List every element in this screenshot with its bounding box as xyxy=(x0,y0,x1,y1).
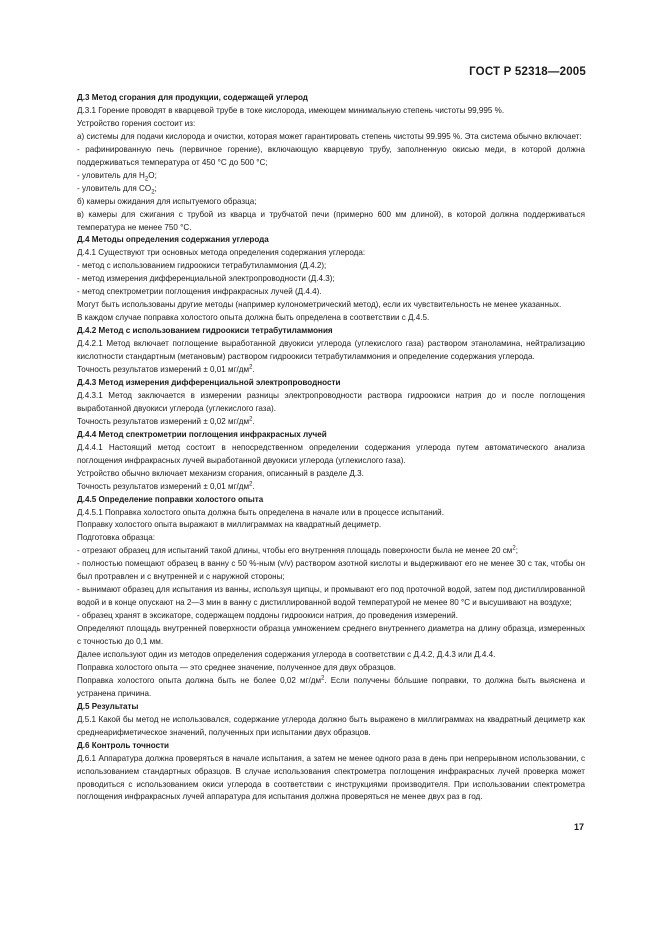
paragraph: Д.6.1 Аппаратура должна проверяться в начале испытания, а затем не менее одного раза в день при непрерывном использовании, с использованием стандартных образцов. В случае использования спектрометра поглощения инфракрасных лучей проверка может проводиться с использованием окиси углерода в соответствии с инструкциями производителя. При использовании спектрометра поглощения инфракрасных лучей аппаратура для испытания должна проверяться не менее двух раз в год. xyxy=(77,753,585,802)
standard-header: ГОСТ Р 52318—2005 xyxy=(469,66,586,78)
section-heading-d5: Д.5 Результаты xyxy=(77,701,139,711)
paragraph: в) камеры для сжигания с трубой из кварца и трубчатой печи (примерно 600 мм длиной), в которой должна поддерживаться температура не менее 750 °C. xyxy=(77,209,585,232)
list-item: - вынимают образец для испытания из ванны, используя щипцы, и промывают его под проточной водой, затем под дистиллированной водой и в конце опускают на 2—3 мин в ванну с дистиллированной водой температурой не менее 80 °C и высушивают на воздухе; xyxy=(77,585,585,608)
list-item: - метод спектрометрии поглощения инфракрасных лучей (Д.4.4). xyxy=(77,287,322,297)
section-heading-d42: Д.4.2 Метод с использованием гидроокиси тетрабутиламмония xyxy=(77,326,333,336)
paragraph: Д.4.2.1 Метод включает поглощение выработанной двуокиси углерода (углекислого газа) раствором этаноламина, нейтрализацию кислотности стандартным (метановым) раствором гидроокиси тетрабутиламмония и определение содержания углерода. xyxy=(77,339,585,362)
paragraph: Далее используют один из методов определения содержания углерода в соответствии с Д.4.2, Д.4.3 или Д.4.4. xyxy=(77,649,496,659)
paragraph: Д.4.4.1 Настоящий метод состоит в непосредственном определении содержания углерода путем автоматического анализа поглощения инфракрасных лучей выработанной двуокиси углерода (углекислого газа). xyxy=(77,442,585,465)
page-number: 17 xyxy=(573,822,584,832)
paragraph: Д.4.1 Существуют три основных метода определения содержания углерода: xyxy=(77,248,366,258)
paragraph: Устройство горения состоит из: xyxy=(77,118,196,128)
paragraph: Устройство обычно включает механизм сгорания, описанный в разделе Д.3. xyxy=(77,468,364,478)
list-item: - полностью помещают образец в ванну с 50 %-ным (v/v) раствором азотной кислоты и выдерживают его не менее 30 с так, чтобы он был протравлен и с внутренней и с наружной стороны; xyxy=(77,559,585,582)
paragraph: Поправку холостого опыта выражают в миллиграммах на квадратный дециметр. xyxy=(77,520,382,530)
paragraph: Поправка холостого опыта — это среднее значение, полученное для двух образцов. xyxy=(77,662,397,672)
list-item: - метод с использованием гидроокиси тетрабутиламмония (Д.4.2); xyxy=(77,261,327,271)
section-heading-d45: Д.4.5 Определение поправки холостого опыта xyxy=(77,494,264,504)
section-heading-d44: Д.4.4 Метод спектрометрии поглощения инфракрасных лучей xyxy=(77,429,327,439)
paragraph: Поправка холостого опыта должна быть не более 0,02 $мг/дм^2$. Если получены бо́льшие поправки, то должна быть выяснена и устранена причина. xyxy=(77,675,586,698)
section-heading-d4: Д.4 Методы определения содержания углерода xyxy=(77,235,269,245)
paragraph: Могут быть использованы другие методы (например кулонометрический метод), если их чувствительность не менее указанных. xyxy=(77,300,562,310)
paragraph: Подготовка образца: xyxy=(77,533,155,543)
paragraph: Точность результатов измерений ± 0,01 $мг/дм^2$. xyxy=(77,364,255,375)
paragraph: Определяют площадь внутренней поверхности образца умножением среднего внутреннего диаметра на длину образца, измеренных с точностью до 0,1 мм. xyxy=(77,624,585,647)
list-item: - уловитель для $H_2O$; xyxy=(77,170,157,183)
list-item: - метод измерения дифференциальной электропроводности (Д.4.3); xyxy=(77,274,335,284)
paragraph: Д.4.5.1 Поправка холостого опыта должна быть определена в начале или в процессе испытаний. xyxy=(77,507,444,517)
paragraph: Д.4.3.1 Метод заключается в измерении разницы электропроводности раствора гидроокиси натрия до и после поглощения выработанной двуокиси углерода (углекислого газа). xyxy=(77,390,585,413)
list-item: - образец хранят в эксикаторе, содержащем поддоны гидроокиси натрия, до проведения измерений. xyxy=(77,611,458,621)
paragraph: - рафинированную печь (первичное горение), включающую кварцевую трубу, заполненную окисью меди, в которой должна поддерживаться температура от 450 °C до 500 °C; xyxy=(77,144,585,167)
paragraph: Д.5.1 Какой бы метод не использовался, содержание углерода должно быть выражено в миллиграммах на квадратный дециметр как среднеарифметическое значений, полученных при испытании двух образцов. xyxy=(77,714,585,737)
section-heading-d3: Д.3 Метод сгорания для продукции, содержащей углерод xyxy=(77,93,308,102)
paragraph: б) камеры ожидания для испытуемого образца; xyxy=(77,196,257,206)
section-heading-d6: Д.6 Контроль точности xyxy=(77,740,170,750)
paragraph: Точность результатов измерений ± 0,01 $мг/дм^2$. xyxy=(77,480,255,491)
list-item: - отрезают образец для испытаний такой длины, чтобы его внутренняя площадь поверхности была не менее 20 $см^2$; xyxy=(77,545,518,556)
paragraph: В каждом случае поправка холостого опыта должна быть определена в соответствии с Д.4.5. xyxy=(77,313,430,323)
list-item: - уловитель для $CO_2$; xyxy=(77,183,157,196)
paragraph: Д.3.1 Горение проводят в кварцевой трубе в токе кислорода, имеющем минимальную степень чистоты 99,995 %. xyxy=(77,105,505,115)
document-body xyxy=(77,92,585,804)
section-heading-d43: Д.4.3 Метод измерения дифференциальной электропроводности xyxy=(77,377,341,387)
paragraph: Точность результатов измерений ± 0,02 $мг/дм^2$. xyxy=(77,416,255,426)
paragraph: а) системы для подачи кислорода и очистки, которая может гарантировать степень чистоты 99.995 %. Эта система обычно включает: xyxy=(77,131,582,141)
